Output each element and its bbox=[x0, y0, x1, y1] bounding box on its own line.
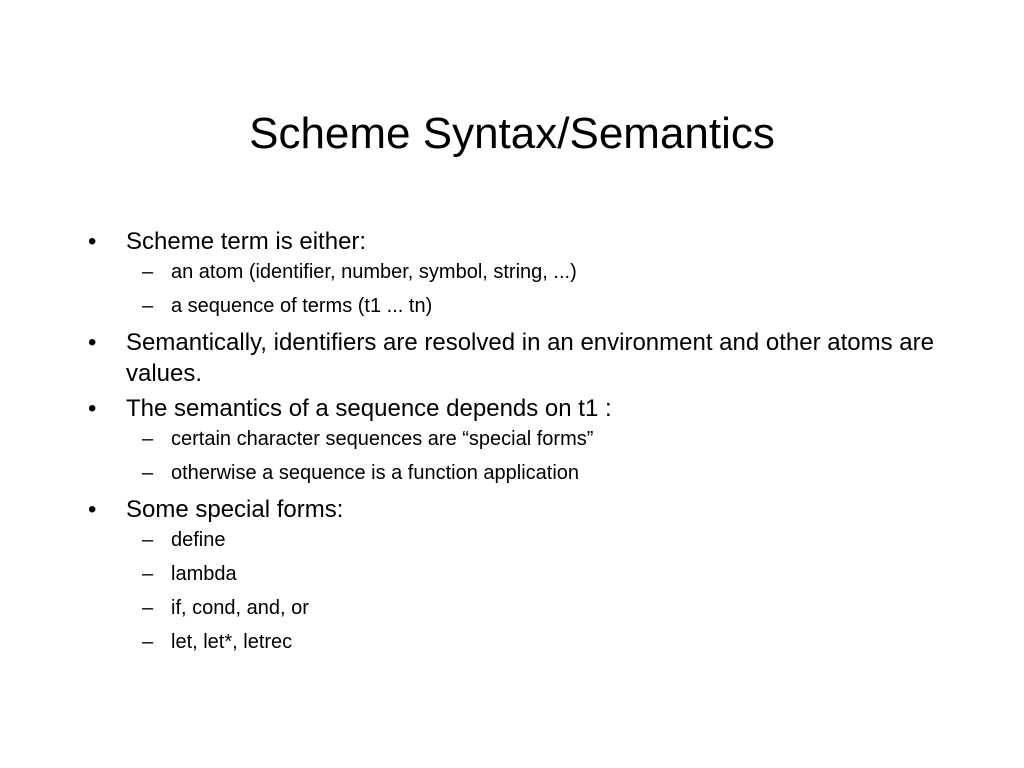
bullet-item bbox=[88, 226, 948, 319]
dash-icon: – bbox=[142, 597, 154, 619]
sub-item bbox=[126, 561, 948, 587]
slide-title: Scheme Syntax/Semantics bbox=[249, 109, 775, 158]
bullet-icon: • bbox=[88, 496, 97, 523]
bullet-text: Semantically, identifiers are resolved in an environment and other atoms are values. bbox=[126, 329, 934, 387]
sub-item-text: an atom (identifier, number, symbol, string, ...) bbox=[171, 261, 577, 283]
bullet-icon: • bbox=[88, 395, 97, 422]
sub-item-text: if, cond, and, or bbox=[171, 597, 309, 619]
sub-item-text: a sequence of terms (t1 ... tn) bbox=[171, 295, 433, 317]
sub-item-text: lambda bbox=[171, 563, 237, 585]
bullet-item bbox=[88, 327, 948, 389]
sub-list bbox=[126, 527, 948, 655]
sub-item-text: otherwise a sequence is a function application bbox=[171, 462, 580, 484]
sub-list bbox=[126, 259, 948, 319]
dash-icon: – bbox=[142, 563, 154, 585]
dash-icon: – bbox=[142, 261, 154, 283]
bullet-text: Scheme term is either: bbox=[126, 228, 367, 255]
dash-icon: – bbox=[142, 462, 154, 484]
bullet-text: The semantics of a sequence depends on t1 : bbox=[126, 395, 612, 422]
sub-item bbox=[126, 595, 948, 621]
bullet-item bbox=[88, 494, 948, 655]
sub-list bbox=[126, 426, 948, 486]
sub-item-text: certain character sequences are “special forms” bbox=[171, 428, 594, 450]
bullet-text: Some special forms: bbox=[126, 496, 344, 523]
sub-item-text: define bbox=[171, 529, 226, 551]
sub-item bbox=[126, 293, 948, 319]
sub-item bbox=[126, 527, 948, 553]
bullet-item bbox=[88, 393, 948, 486]
sub-item bbox=[126, 426, 948, 452]
dash-icon: – bbox=[142, 631, 154, 653]
sub-item bbox=[126, 460, 948, 486]
dash-icon: – bbox=[142, 529, 154, 551]
bullet-icon: • bbox=[88, 228, 97, 255]
dash-icon: – bbox=[142, 428, 154, 450]
bullet-list bbox=[88, 226, 948, 663]
sub-item-text: let, let*, letrec bbox=[171, 631, 293, 653]
sub-item bbox=[126, 259, 948, 285]
bullet-icon: • bbox=[88, 329, 97, 356]
sub-item bbox=[126, 629, 948, 655]
dash-icon: – bbox=[142, 295, 154, 317]
